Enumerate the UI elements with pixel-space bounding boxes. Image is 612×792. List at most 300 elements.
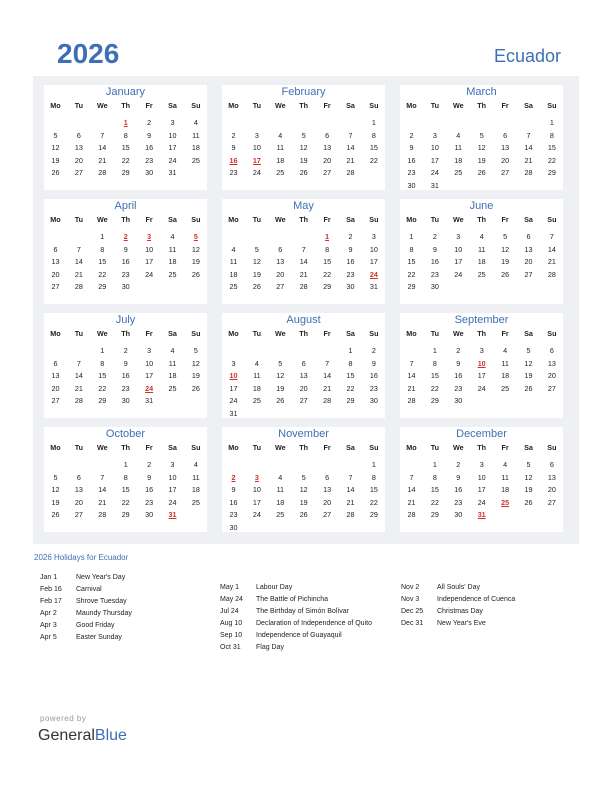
day-number: 17 (168, 485, 177, 494)
day-number: 27 (299, 396, 308, 405)
day-number: 1 (371, 118, 376, 127)
month-december (400, 427, 563, 532)
holiday-day: 1 (123, 118, 128, 127)
day-number: 8 (123, 130, 128, 140)
day-number: 20 (51, 383, 60, 393)
holiday-date: Dec 25 (401, 608, 424, 615)
holiday-day: 24 (369, 269, 378, 279)
day-number: 19 (524, 371, 533, 380)
day-number: 7 (409, 472, 414, 482)
holiday-item (220, 644, 284, 651)
day-number: 18 (276, 497, 285, 507)
day-number: 7 (348, 130, 353, 140)
day-number: 10 (252, 143, 261, 152)
day-number: 5 (193, 346, 198, 355)
holiday-name: Independence of Cuenca (437, 596, 516, 603)
day-number: 14 (323, 371, 332, 380)
day-number: 4 (278, 130, 283, 140)
day-number: 12 (252, 257, 261, 266)
day-number: 19 (299, 155, 308, 165)
day-number: 21 (547, 257, 556, 266)
day-number: 6 (53, 358, 58, 368)
day-number: 30 (145, 168, 154, 177)
day-number: 1 (123, 460, 128, 469)
day-number: 21 (407, 497, 416, 507)
month-title: June (469, 200, 494, 212)
day-number: 17 (145, 371, 154, 380)
day-number: 16 (430, 257, 439, 266)
day-number: 14 (346, 143, 355, 152)
day-number: 16 (454, 371, 463, 380)
month-title: October (105, 428, 146, 440)
day-number: 12 (299, 143, 308, 152)
day-number: 1 (348, 346, 353, 355)
day-number: 2 (348, 232, 353, 241)
holiday-date: Jan 1 (40, 574, 58, 581)
day-number: 5 (278, 358, 283, 368)
day-number: 21 (74, 269, 83, 279)
holiday-item (40, 634, 122, 641)
day-number: 15 (98, 257, 107, 266)
day-number: 3 (254, 130, 259, 140)
holiday-date: Dec 31 (401, 620, 424, 627)
day-number: 22 (430, 497, 439, 507)
day-number: 6 (526, 232, 531, 241)
day-number: 19 (501, 257, 510, 266)
holiday-name: Maundy Thursday (76, 610, 132, 617)
holiday-day: 2 (231, 472, 236, 482)
day-number: 17 (477, 485, 486, 494)
holiday-day: 2 (123, 232, 128, 241)
day-number: 5 (526, 460, 531, 469)
day-number: 25 (168, 383, 177, 393)
day-number: 8 (371, 472, 376, 482)
day-number: 4 (456, 130, 461, 140)
day-number: 12 (524, 472, 533, 482)
holiday-name: New Year's Eve (437, 620, 486, 627)
day-number: 27 (74, 510, 83, 519)
day-number: 28 (346, 510, 355, 519)
day-number: 7 (526, 130, 531, 140)
day-number: 12 (524, 358, 533, 368)
month-title: January (105, 86, 146, 98)
day-number: 7 (409, 358, 414, 368)
day-number: 16 (229, 497, 238, 507)
day-number: 22 (323, 269, 332, 279)
weekday-header: Mo (50, 443, 61, 452)
day-number: 7 (76, 244, 81, 254)
day-number: 5 (53, 472, 58, 482)
weekday-header: Su (369, 443, 379, 452)
day-number: 15 (346, 371, 355, 380)
weekday-header: Fr (501, 443, 509, 452)
day-number: 15 (323, 257, 332, 266)
day-number: 13 (547, 472, 556, 482)
weekday-header: Tu (74, 443, 84, 452)
holiday-date: May 24 (220, 596, 243, 603)
day-number: 27 (51, 282, 60, 291)
weekday-header: Sa (168, 329, 177, 338)
weekday-header: Mo (228, 215, 239, 224)
day-number: 4 (170, 346, 175, 355)
day-number: 22 (98, 383, 107, 393)
month-title: July (115, 314, 136, 326)
day-number: 6 (549, 460, 554, 469)
weekday-header: Fr (323, 329, 331, 338)
weekday-header: Sa (346, 101, 355, 110)
day-number: 27 (323, 168, 332, 177)
day-number: 14 (547, 244, 556, 254)
day-number: 13 (51, 371, 60, 380)
holiday-date: Nov 2 (401, 584, 420, 591)
day-number: 14 (74, 257, 83, 266)
holiday-day: 16 (229, 155, 238, 165)
day-number: 16 (121, 257, 130, 266)
day-number: 13 (74, 143, 83, 152)
weekday-header: Tu (252, 443, 262, 452)
day-number: 12 (501, 244, 510, 254)
day-number: 23 (454, 383, 463, 393)
day-number: 26 (299, 168, 308, 177)
day-number: 11 (168, 358, 177, 368)
day-number: 17 (229, 383, 238, 393)
holiday-date: Nov 3 (401, 596, 420, 603)
day-number: 10 (145, 244, 154, 254)
weekday-header: Su (547, 329, 557, 338)
month-title: May (293, 200, 314, 212)
day-number: 23 (454, 497, 463, 507)
day-number: 5 (479, 130, 484, 140)
holiday-item (220, 632, 342, 639)
day-number: 19 (191, 371, 200, 380)
day-number: 16 (145, 485, 154, 494)
month-october (44, 427, 207, 532)
weekday-header: We (274, 215, 286, 224)
weekday-header: Fr (145, 329, 153, 338)
holiday-name: All Souls' Day (437, 584, 480, 591)
month-title: August (286, 314, 321, 326)
day-number: 17 (454, 257, 463, 266)
day-number: 31 (145, 396, 154, 405)
weekday-header: Tu (430, 329, 440, 338)
weekday-header: Tu (252, 215, 262, 224)
day-number: 5 (254, 244, 259, 254)
generalblue-logo[interactable] (38, 727, 127, 745)
day-number: 29 (430, 396, 439, 405)
day-number: 11 (454, 143, 463, 152)
day-number: 4 (503, 346, 508, 355)
day-number: 30 (121, 396, 130, 405)
day-number: 25 (276, 168, 285, 177)
holiday-name: Shrove Tuesday (76, 598, 127, 605)
day-number: 16 (454, 485, 463, 494)
day-number: 26 (524, 497, 533, 507)
month-july (44, 313, 207, 418)
month-june (400, 199, 563, 304)
holiday-item (40, 610, 132, 617)
day-number: 11 (276, 485, 285, 494)
day-number: 26 (524, 383, 533, 393)
holiday-item (40, 574, 125, 581)
weekday-header: Mo (228, 443, 239, 452)
weekday-header: We (96, 443, 108, 452)
holiday-name: Declaration of Independence of Quito (256, 620, 372, 627)
day-number: 25 (477, 269, 486, 279)
weekday-header: Sa (524, 329, 533, 338)
day-number: 13 (51, 257, 60, 266)
day-number: 11 (501, 472, 509, 482)
day-number: 20 (276, 269, 285, 279)
day-number: 20 (547, 485, 556, 494)
day-number: 10 (477, 472, 486, 482)
day-number: 28 (547, 269, 556, 279)
day-number: 5 (301, 130, 306, 140)
holiday-day: 3 (147, 232, 152, 241)
day-number: 17 (145, 257, 154, 266)
holiday-day: 25 (501, 497, 510, 507)
day-number: 5 (526, 346, 531, 355)
day-number: 19 (524, 485, 533, 494)
day-number: 14 (407, 371, 416, 380)
holiday-item (401, 596, 515, 603)
day-number: 2 (456, 460, 461, 469)
day-number: 6 (325, 130, 330, 140)
day-number: 21 (407, 383, 416, 393)
weekday-header: We (96, 101, 108, 110)
day-number: 19 (252, 269, 261, 279)
weekday-header: Tu (430, 215, 440, 224)
day-number: 11 (229, 257, 238, 266)
holiday-name: Flag Day (256, 644, 285, 651)
day-number: 16 (121, 371, 130, 380)
weekday-header: Mo (406, 215, 417, 224)
day-number: 22 (98, 269, 107, 279)
day-number: 13 (323, 143, 332, 152)
day-number: 20 (299, 383, 308, 393)
day-number: 28 (346, 168, 355, 177)
day-number: 21 (98, 155, 107, 165)
day-number: 23 (145, 155, 154, 165)
day-number: 12 (51, 485, 60, 494)
day-number: 2 (432, 232, 437, 241)
day-number: 4 (231, 244, 236, 254)
day-number: 29 (430, 510, 439, 519)
day-number: 20 (501, 155, 510, 165)
weekday-header: We (452, 215, 464, 224)
weekday-header: Sa (346, 329, 355, 338)
day-number: 15 (430, 485, 439, 494)
day-number: 11 (276, 143, 285, 152)
day-number: 9 (147, 130, 152, 140)
day-number: 27 (74, 168, 83, 177)
day-number: 20 (323, 497, 332, 507)
day-number: 16 (346, 257, 355, 266)
day-number: 8 (325, 244, 330, 254)
day-number: 15 (369, 485, 378, 494)
holiday-item (220, 608, 349, 615)
day-number: 3 (456, 232, 461, 241)
day-number: 29 (323, 282, 332, 291)
country-title: Ecuador (493, 46, 561, 66)
weekday-header: We (96, 215, 108, 224)
day-number: 10 (430, 143, 439, 152)
day-number: 18 (477, 257, 486, 266)
day-number: 11 (192, 472, 200, 482)
day-number: 28 (323, 396, 332, 405)
day-number: 29 (121, 510, 130, 519)
holiday-item (220, 620, 372, 627)
day-number: 4 (278, 472, 283, 482)
day-number: 26 (51, 510, 60, 519)
weekday-header: Th (477, 215, 487, 224)
day-number: 7 (348, 472, 353, 482)
holiday-date: May 1 (220, 584, 240, 591)
year-title: 2026 (57, 38, 120, 69)
day-number: 12 (276, 371, 285, 380)
weekday-header: Th (121, 329, 131, 338)
day-number: 8 (432, 472, 437, 482)
day-number: 3 (479, 346, 484, 355)
day-number: 21 (98, 497, 107, 507)
weekday-header: Tu (74, 215, 84, 224)
day-number: 15 (98, 371, 107, 380)
day-number: 2 (409, 130, 414, 140)
day-number: 1 (549, 118, 554, 127)
weekday-header: Su (191, 329, 201, 338)
weekday-header: Fr (501, 101, 509, 110)
day-number: 15 (547, 143, 556, 152)
day-number: 16 (369, 371, 378, 380)
day-number: 29 (369, 510, 378, 519)
day-number: 6 (278, 244, 283, 254)
day-number: 24 (229, 396, 238, 405)
day-number: 15 (407, 257, 416, 266)
holiday-item (40, 622, 115, 629)
weekday-header: Mo (406, 443, 417, 452)
weekday-header: Su (369, 329, 379, 338)
day-number: 27 (501, 168, 510, 177)
day-number: 1 (409, 232, 414, 241)
holiday-item (220, 596, 328, 603)
day-number: 26 (477, 168, 486, 177)
day-number: 9 (456, 472, 461, 482)
holiday-name: The Birthday of Simón Bolívar (256, 608, 349, 615)
weekday-header: Th (477, 329, 487, 338)
holiday-name: Easter Sunday (76, 634, 122, 641)
day-number: 31 (229, 408, 238, 418)
day-number: 29 (407, 282, 416, 291)
day-number: 19 (276, 383, 285, 393)
holiday-date: Feb 16 (40, 586, 62, 593)
day-number: 24 (454, 269, 463, 279)
month-title: April (114, 200, 137, 212)
day-number: 14 (346, 485, 355, 494)
holiday-name: Good Friday (76, 622, 115, 629)
day-number: 6 (53, 244, 58, 254)
day-number: 6 (76, 130, 81, 140)
day-number: 24 (252, 168, 261, 177)
day-number: 7 (549, 232, 554, 241)
day-number: 13 (547, 358, 556, 368)
day-number: 14 (524, 143, 533, 152)
holiday-name: The Battle of Pichincha (256, 596, 328, 603)
day-number: 1 (100, 232, 105, 241)
day-number: 9 (432, 244, 437, 254)
day-number: 23 (121, 269, 130, 279)
day-number: 28 (524, 168, 533, 177)
day-number: 18 (252, 383, 261, 393)
holiday-date: Aug 10 (220, 620, 243, 627)
day-number: 12 (51, 143, 60, 152)
weekday-header: We (452, 101, 464, 110)
day-number: 16 (145, 143, 154, 152)
weekday-header: Mo (406, 329, 417, 338)
day-number: 28 (407, 396, 416, 405)
holiday-day: 1 (325, 232, 330, 241)
day-number: 8 (348, 358, 353, 368)
day-number: 18 (191, 485, 200, 494)
day-number: 26 (191, 269, 200, 279)
weekday-header: Th (121, 215, 131, 224)
holiday-name: Carnival (76, 586, 102, 593)
weekday-header: Tu (430, 101, 440, 110)
day-number: 18 (501, 485, 510, 494)
day-number: 4 (254, 358, 259, 368)
day-number: 5 (301, 472, 306, 482)
day-number: 7 (100, 472, 105, 482)
day-number: 10 (454, 244, 463, 254)
day-number: 3 (147, 346, 152, 355)
day-number: 22 (407, 269, 416, 279)
day-number: 9 (123, 358, 128, 368)
day-number: 25 (276, 510, 285, 519)
weekday-header: Su (191, 101, 201, 110)
holiday-item (40, 586, 102, 593)
weekday-header: Sa (168, 215, 177, 224)
day-number: 23 (407, 168, 416, 177)
day-number: 28 (299, 282, 308, 291)
day-number: 22 (121, 497, 130, 507)
day-number: 4 (479, 232, 484, 241)
weekday-header: Th (121, 443, 131, 452)
day-number: 30 (346, 282, 355, 291)
day-number: 1 (432, 346, 437, 355)
day-number: 27 (51, 396, 60, 405)
day-number: 8 (409, 244, 414, 254)
day-number: 30 (454, 396, 463, 405)
day-number: 11 (253, 371, 261, 380)
day-number: 26 (51, 168, 60, 177)
day-number: 4 (193, 460, 198, 469)
weekday-header: We (452, 329, 464, 338)
weekday-header: Fr (145, 443, 153, 452)
weekday-header: Su (369, 101, 379, 110)
day-number: 9 (409, 143, 414, 152)
day-number: 2 (371, 346, 376, 355)
day-number: 9 (123, 244, 128, 254)
day-number: 6 (549, 346, 554, 355)
weekday-header: Mo (406, 101, 417, 110)
day-number: 28 (74, 396, 83, 405)
day-number: 21 (299, 269, 308, 279)
day-number: 20 (51, 269, 60, 279)
day-number: 14 (407, 485, 416, 494)
holiday-date: Apr 2 (40, 610, 57, 617)
day-number: 13 (276, 257, 285, 266)
day-number: 26 (252, 282, 261, 291)
day-number: 13 (524, 244, 533, 254)
month-january (44, 85, 207, 190)
